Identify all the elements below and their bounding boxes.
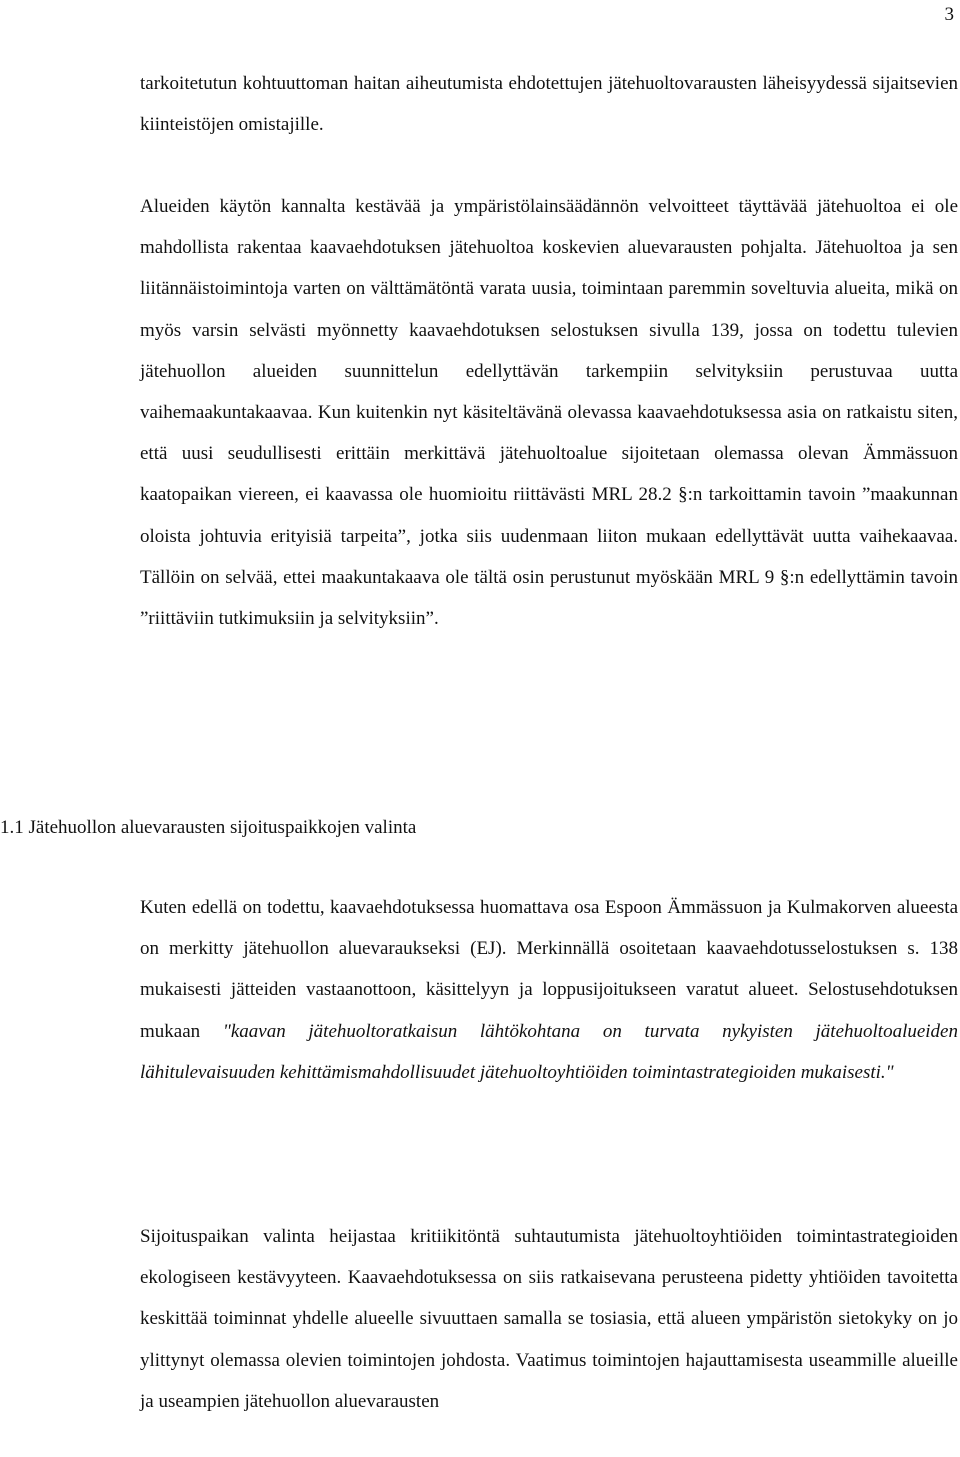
paragraph-text: Alueiden käytön kannalta kestävää ja ympäristölainsäädännön velvoitteet täyttävää jätehuoltoa ei ole mahdollista rakentaa kaavaehdotuksen jätehuoltoa koskevien aluevarausten pohjalta. Jätehuoltoa ja sen liitännäistoimintoja varten on välttämätöntä varata uusia, toimintaan paremmin soveltuvia alueita, mikä on myös varsin selvästi myönnetty kaavaehdotuksen selostuksen sivulla 139, jossa on todettu tulevien jätehuollon alueiden suunnittelun edellyttävän tarkempiin selvityksiin perustuvaa uutta vaihemaakuntakaavaa. Kun kuitenkin nyt käsiteltävänä olevassa kaavaehdotuksessa asia on ratkaistu siten, että uusi seudullisesti erittäin merkittävä jätehuoltoalue sijoitetaan olemassa olevan Ämmässuon kaatopaikan viereen, ei kaavassa ole huomioitu riittävästi MRL 28.2 §:n tarkoittamin tavoin ”maakunnan oloista johtuvia erityisiä tarpeita”, jotka siis uudenmaan liiton mukaan edellyttävät uutta vaihekaavaa. Tällöin on selvää, ettei maakuntakaava ole tältä osin perustunut myöskään MRL 9 §:n edellyttämin tavoin ”riittäviin tutkimuksiin ja selvityksiin”. [140, 196, 958, 630]
paragraph-site-selection [140, 887, 958, 1093]
section-heading: 1.1 Jätehuollon aluevarausten sijoituspaikkojen valinta [0, 817, 417, 838]
paragraph-intro-continuation [140, 63, 958, 145]
paragraph-text: tarkoitetutun kohtuuttoman haitan aiheutumista ehdotettujen jätehuoltovarausten läheisyydessä sijaitsevien kiinteistöjen omistajille. [140, 73, 958, 136]
paragraph-text [140, 887, 958, 1093]
paragraph-text-normal: Kuten edellä on todettu, kaavaehdotuksessa huomattava osa Espoon Ämmässuon ja Kulmakorven alueesta on merkitty jätehuollon aluevaraukseksi (EJ). Merkinnällä osoitetaan kaavaehdotusselostuksen s. 138 mukaisesti jätteiden vastaanottoon, käsittelyyn ja loppusijoitukseen varatut alueet. Selostusehdotuksen mukaan [140, 897, 958, 1042]
paragraph-criticism [140, 1216, 958, 1422]
paragraph-text: Sijoituspaikan valinta heijastaa kritiikitöntä suhtautumista jätehuoltoyhtiöiden toimintastrategioiden ekologiseen kestävyyteen. Kaavaehdotuksessa on siis ratkaisevana perusteena pidetty yhtiöiden tavoitetta keskittää toiminnat yhdelle alueelle sivuuttaen samalla se tosiasia, että alueen ympäristön sietokyky on jo ylittynyt olemassa olevien toimintojen johdosta. Vaatimus toimintojen hajauttamisesta useammille alueille ja useampien jätehuollon aluevarausten [140, 1226, 958, 1412]
paragraph-land-use-argument [140, 186, 958, 639]
quoted-italic-text: "kaavan jätehuoltoratkaisun lähtökohtana on turvata nykyisten jätehuoltoalueiden lähitulevaisuuden kehittämismahdollisuudet jätehuoltoyhtiöiden toimintastrategioiden mukaisesti." [140, 1020, 958, 1083]
page-number: 3 [944, 4, 954, 25]
